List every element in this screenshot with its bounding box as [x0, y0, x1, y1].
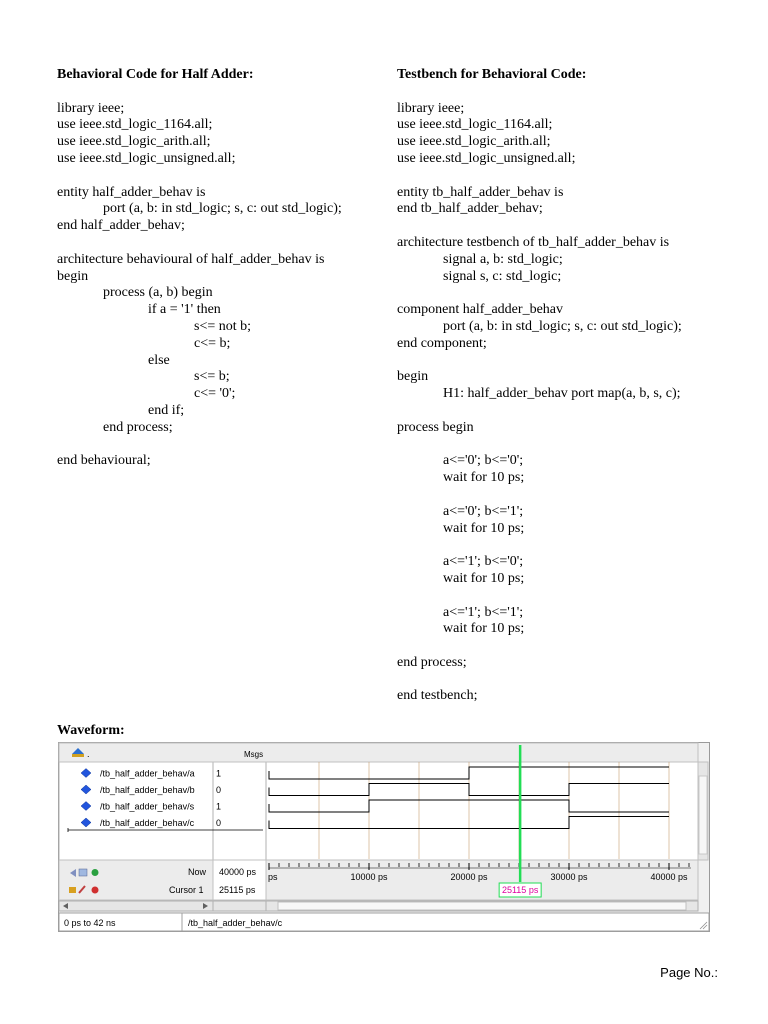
code-line: use ieee.std_logic_arith.all; [397, 134, 551, 150]
vertical-scrollbar-thumb[interactable] [699, 776, 707, 854]
cursor-value: 25115 ps [219, 885, 256, 895]
cursor-flag-label: 25115 ps [501, 885, 539, 895]
cursor-label: Cursor 1 [169, 885, 204, 895]
folder-icon [72, 754, 84, 757]
time-tick-label: 30000 ps [550, 872, 588, 882]
status-time-range: 0 ps to 42 ns [64, 918, 116, 928]
code-line: s<= not b; [194, 318, 252, 334]
wave-header-row [59, 743, 698, 762]
code-line: a<='0'; b<='1'; [443, 503, 524, 519]
right-code-block [397, 101, 737, 706]
code-line: else [148, 352, 170, 368]
waveform-canvas [58, 742, 710, 932]
time-tick-label: 20000 ps [450, 872, 488, 882]
code-line: architecture testbench of tb_half_adder_behav is [397, 234, 670, 250]
waveform-window [58, 742, 710, 932]
now-label: Now [188, 867, 207, 877]
code-line: signal s, c: std_logic; [443, 268, 562, 284]
code-line: c<= b; [194, 335, 231, 351]
right-heading: Testbench for Behavioral Code: [397, 67, 587, 82]
code-line: begin [57, 268, 89, 284]
code-line: end component; [397, 335, 487, 351]
code-line: use ieee.std_logic_unsigned.all; [397, 150, 576, 166]
code-line: end testbench; [397, 688, 478, 704]
code-line: begin [397, 369, 429, 385]
code-line: end process; [397, 654, 467, 670]
time-tick-label: 10000 ps [350, 872, 388, 882]
time-tick-label: 40000 ps [650, 872, 688, 882]
code-line [397, 353, 737, 370]
header-dot: . [87, 749, 90, 759]
code-line: a<='1'; b<='0'; [443, 554, 524, 570]
code-line: process begin [397, 419, 474, 435]
code-line [397, 537, 737, 554]
code-line [57, 235, 387, 252]
code-line: process (a, b) begin [103, 285, 213, 301]
signal-name: /tb_half_adder_behav/a [100, 768, 195, 779]
signal-name: /tb_half_adder_behav/b [100, 785, 195, 795]
time-tick-label: ps [268, 872, 278, 882]
page-number-label: Page No.: [660, 965, 718, 980]
code-line: use ieee.std_logic_1164.all; [57, 117, 213, 133]
signal-value: 0 [216, 818, 222, 828]
code-line: signal a, b: std_logic; [443, 251, 563, 267]
code-line [397, 672, 737, 689]
code-line: end half_adder_behav; [57, 218, 185, 234]
code-line: s<= b; [194, 369, 230, 385]
wave-scrollbar-thumb[interactable] [278, 902, 686, 910]
code-line [397, 218, 737, 235]
code-line: end tb_half_adder_behav; [397, 201, 543, 217]
code-line: c<= '0'; [194, 386, 236, 402]
signal-name: /tb_half_adder_behav/s [100, 801, 195, 812]
remove-icon[interactable] [92, 887, 99, 894]
code-line: if a = '1' then [148, 302, 221, 318]
code-line: end if; [148, 402, 185, 418]
code-line: wait for 10 ps; [443, 470, 525, 486]
lock-icon[interactable] [69, 887, 76, 893]
code-line: use ieee.std_logic_unsigned.all; [57, 150, 236, 166]
monitor-icon[interactable] [79, 869, 87, 876]
code-line: wait for 10 ps; [443, 570, 525, 586]
code-line [397, 487, 737, 504]
code-line: H1: half_adder_behav port map(a, b, s, c); [443, 386, 681, 402]
msgs-header: Msgs [244, 750, 264, 759]
code-line [57, 437, 387, 454]
code-line: end behavioural; [57, 453, 151, 469]
code-line: wait for 10 ps; [443, 520, 525, 536]
code-line: library ieee; [397, 100, 465, 116]
code-line: a<='1'; b<='1'; [443, 604, 524, 620]
left-column [57, 67, 387, 470]
code-line [57, 168, 387, 185]
code-line: end process; [103, 419, 173, 435]
code-line [397, 285, 737, 302]
code-line: port (a, b: in std_logic; s, c: out std_logic); [103, 201, 342, 217]
now-value: 40000 ps [219, 867, 257, 877]
name-pane-scrollbar[interactable] [59, 901, 213, 911]
code-line [397, 168, 737, 185]
code-line: a<='0'; b<='0'; [443, 453, 524, 469]
code-line: library ieee; [57, 100, 125, 116]
code-line: entity tb_half_adder_behav is [397, 184, 564, 200]
code-line: component half_adder_behav [397, 302, 563, 318]
status-selected-signal: /tb_half_adder_behav/c [188, 918, 283, 928]
right-column [397, 67, 737, 705]
status-bar [59, 913, 709, 931]
signal-name: /tb_half_adder_behav/c [100, 818, 195, 828]
signal-value: 1 [216, 768, 222, 779]
code-line: port (a, b: in std_logic; s, c: out std_logic); [443, 318, 682, 334]
code-line [397, 403, 737, 420]
left-heading: Behavioral Code for Half Adder: [57, 67, 254, 82]
code-line: use ieee.std_logic_arith.all; [57, 134, 211, 150]
signal-value: 0 [216, 785, 222, 795]
code-line: entity half_adder_behav is [57, 184, 206, 200]
code-line [397, 588, 737, 605]
code-line [397, 638, 737, 655]
signal-value: 1 [216, 801, 222, 812]
waveform-title: Waveform: [57, 723, 125, 738]
code-line: use ieee.std_logic_1164.all; [397, 117, 553, 133]
code-line [397, 437, 737, 454]
code-line: wait for 10 ps; [443, 621, 525, 637]
value-pane-scrollbar[interactable] [213, 901, 266, 911]
left-code-block [57, 101, 387, 471]
code-line: architecture behavioural of half_adder_behav is [57, 251, 325, 267]
add-icon[interactable] [92, 869, 99, 876]
